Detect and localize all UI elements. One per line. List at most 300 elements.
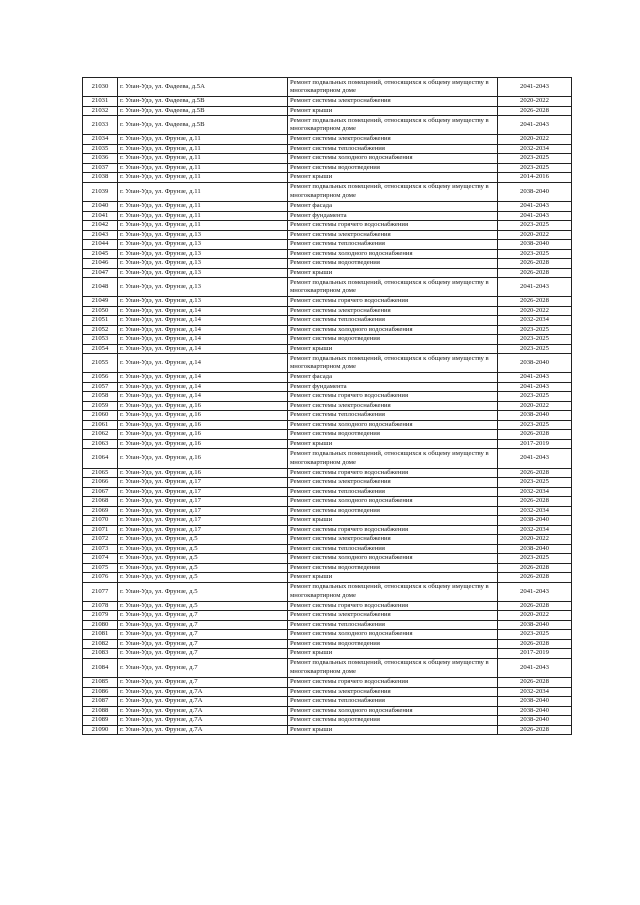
period-cell: 2023-2025 (498, 630, 572, 640)
table-row (83, 611, 572, 621)
table-row (83, 535, 572, 545)
table-row (83, 297, 572, 307)
period-cell: 2023-2025 (498, 325, 572, 335)
row-number: 21080 (83, 620, 118, 630)
work-type-cell: Ремонт системы электроснабжения (288, 535, 498, 545)
row-number: 21049 (83, 297, 118, 307)
work-type-cell: Ремонт крыши (288, 106, 498, 116)
address-cell: г. Улан-Удэ, ул. Фрунзе, д.13 (118, 259, 288, 269)
table-row (83, 420, 572, 430)
address-cell: г. Улан-Удэ, ул. Фрунзе, д.11 (118, 202, 288, 212)
address-cell: г. Улан-Удэ, ул. Фрунзе, д.14 (118, 306, 288, 316)
address-cell: г. Улан-Удэ, ул. Фрунзе, д.11 (118, 182, 288, 201)
work-type-cell: Ремонт фундамента (288, 382, 498, 392)
table-row (83, 697, 572, 707)
address-cell: г. Улан-Удэ, ул. Фрунзе, д.7 (118, 611, 288, 621)
work-type-cell: Ремонт системы теплоснабжения (288, 240, 498, 250)
table-row (83, 639, 572, 649)
work-type-cell: Ремонт подвальных помещений, относящихся к общему имуществу в многоквартирном доме (288, 78, 498, 97)
period-cell: 2023-2025 (498, 163, 572, 173)
work-type-cell: Ремонт крыши (288, 725, 498, 735)
period-cell: 2026-2028 (498, 725, 572, 735)
work-type-cell: Ремонт системы электроснабжения (288, 478, 498, 488)
table-row (83, 582, 572, 601)
work-type-cell: Ремонт крыши (288, 268, 498, 278)
work-type-cell: Ремонт системы теплоснабжения (288, 620, 498, 630)
table-row (83, 706, 572, 716)
row-number: 21039 (83, 182, 118, 201)
work-type-cell: Ремонт крыши (288, 344, 498, 354)
work-type-cell: Ремонт фасада (288, 202, 498, 212)
address-cell: г. Улан-Удэ, ул. Фрунзе, д.7А (118, 687, 288, 697)
table-row (83, 401, 572, 411)
row-number: 21056 (83, 373, 118, 383)
address-cell: г. Улан-Удэ, ул. Фрунзе, д.14 (118, 392, 288, 402)
address-cell: г. Улан-Удэ, ул. Фрунзе, д.17 (118, 478, 288, 488)
address-cell: г. Улан-Удэ, ул. Фрунзе, д.16 (118, 439, 288, 449)
period-cell: 2041-2043 (498, 582, 572, 601)
period-cell: 2041-2043 (498, 78, 572, 97)
table-row (83, 658, 572, 677)
period-cell: 2020-2022 (498, 535, 572, 545)
period-cell: 2038-2040 (498, 716, 572, 726)
row-number: 21058 (83, 392, 118, 402)
table-row (83, 554, 572, 564)
work-type-cell: Ремонт системы электроснабжения (288, 306, 498, 316)
table-row (83, 240, 572, 250)
work-type-cell: Ремонт системы электроснабжения (288, 611, 498, 621)
row-number: 21087 (83, 697, 118, 707)
row-number: 21052 (83, 325, 118, 335)
address-cell: г. Улан-Удэ, ул. Фрунзе, д.13 (118, 249, 288, 259)
row-number: 21053 (83, 335, 118, 345)
table-row (83, 544, 572, 554)
period-cell: 2020-2022 (498, 306, 572, 316)
row-number: 21078 (83, 601, 118, 611)
row-number: 21085 (83, 678, 118, 688)
work-type-cell: Ремонт системы электроснабжения (288, 687, 498, 697)
work-type-cell: Ремонт подвальных помещений, относящихся к общему имуществу в многоквартирном доме (288, 182, 498, 201)
work-type-cell: Ремонт системы водоотведения (288, 716, 498, 726)
work-type-cell: Ремонт системы горячего водоснабжения (288, 392, 498, 402)
row-number: 21071 (83, 525, 118, 535)
work-type-cell: Ремонт подвальных помещений, относящихся к общему имуществу в многоквартирном доме (288, 278, 498, 297)
address-cell: г. Улан-Удэ, ул. Фрунзе, д.11 (118, 135, 288, 145)
row-number: 21069 (83, 506, 118, 516)
table-row (83, 182, 572, 201)
table-row (83, 563, 572, 573)
table-row (83, 325, 572, 335)
address-cell: г. Улан-Удэ, ул. Фрунзе, д.7А (118, 706, 288, 716)
address-cell: г. Улан-Удэ, ул. Фрунзе, д.7 (118, 678, 288, 688)
period-cell: 2026-2028 (498, 259, 572, 269)
address-cell: г. Улан-Удэ, ул. Фрунзе, д.17 (118, 516, 288, 526)
table-row (83, 106, 572, 116)
table-row (83, 78, 572, 97)
table-row (83, 154, 572, 164)
period-cell: 2026-2028 (498, 563, 572, 573)
period-cell: 2041-2043 (498, 211, 572, 221)
work-type-cell: Ремонт подвальных помещений, относящихся к общему имуществу в многоквартирном доме (288, 449, 498, 468)
address-cell: г. Улан-Удэ, ул. Фрунзе, д.11 (118, 173, 288, 183)
work-type-cell: Ремонт системы холодного водоснабжения (288, 706, 498, 716)
period-cell: 2026-2028 (498, 601, 572, 611)
table-row (83, 716, 572, 726)
row-number: 21051 (83, 316, 118, 326)
address-cell: г. Улан-Удэ, ул. Фрунзе, д.7 (118, 658, 288, 677)
work-type-cell: Ремонт подвальных помещений, относящихся к общему имуществу в многоквартирном доме (288, 658, 498, 677)
address-cell: г. Улан-Удэ, ул. Фрунзе, д.5 (118, 582, 288, 601)
row-number: 21057 (83, 382, 118, 392)
row-number: 21048 (83, 278, 118, 297)
row-number: 21075 (83, 563, 118, 573)
address-cell: г. Улан-Удэ, ул. Фрунзе, д.7 (118, 620, 288, 630)
period-cell: 2041-2043 (498, 449, 572, 468)
row-number: 21041 (83, 211, 118, 221)
work-type-cell: Ремонт системы водоотведения (288, 506, 498, 516)
table-row (83, 430, 572, 440)
table-row (83, 497, 572, 507)
document-page (82, 77, 571, 735)
work-type-cell: Ремонт подвальных помещений, относящихся к общему имуществу в многоквартирном доме (288, 582, 498, 601)
row-number: 21038 (83, 173, 118, 183)
period-cell: 2041-2043 (498, 202, 572, 212)
address-cell: г. Улан-Удэ, ул. Фрунзе, д.11 (118, 154, 288, 164)
work-type-cell: Ремонт крыши (288, 649, 498, 659)
period-cell: 2020-2022 (498, 230, 572, 240)
row-number: 21061 (83, 420, 118, 430)
work-type-cell: Ремонт системы водоотведения (288, 563, 498, 573)
work-type-cell: Ремонт системы теплоснабжения (288, 487, 498, 497)
address-cell: г. Улан-Удэ, ул. Фрунзе, д.17 (118, 487, 288, 497)
table-row (83, 725, 572, 735)
period-cell: 2026-2028 (498, 573, 572, 583)
address-cell: г. Улан-Удэ, ул. Фрунзе, д.11 (118, 163, 288, 173)
period-cell: 2032-2034 (498, 687, 572, 697)
work-type-cell: Ремонт крыши (288, 516, 498, 526)
table-row (83, 649, 572, 659)
table-row (83, 468, 572, 478)
row-number: 21065 (83, 468, 118, 478)
row-number: 21050 (83, 306, 118, 316)
period-cell: 2026-2028 (498, 639, 572, 649)
row-number: 21059 (83, 401, 118, 411)
table-row (83, 306, 572, 316)
table-row (83, 687, 572, 697)
period-cell: 2038-2040 (498, 544, 572, 554)
row-number: 21037 (83, 163, 118, 173)
period-cell: 2038-2040 (498, 354, 572, 373)
work-type-cell: Ремонт системы водоотведения (288, 335, 498, 345)
work-type-cell: Ремонт фасада (288, 373, 498, 383)
table-row (83, 344, 572, 354)
row-number: 21079 (83, 611, 118, 621)
work-type-cell: Ремонт системы холодного водоснабжения (288, 630, 498, 640)
period-cell: 2020-2022 (498, 135, 572, 145)
work-type-cell: Ремонт системы теплоснабжения (288, 697, 498, 707)
work-type-cell: Ремонт крыши (288, 439, 498, 449)
work-type-cell: Ремонт фундамента (288, 211, 498, 221)
period-cell: 2023-2025 (498, 554, 572, 564)
period-cell: 2014-2016 (498, 173, 572, 183)
period-cell: 2026-2028 (498, 497, 572, 507)
table-row (83, 173, 572, 183)
address-cell: г. Улан-Удэ, ул. Фрунзе, д.14 (118, 335, 288, 345)
work-type-cell: Ремонт системы холодного водоснабжения (288, 249, 498, 259)
period-cell: 2032-2034 (498, 144, 572, 154)
row-number: 21077 (83, 582, 118, 601)
row-number: 21084 (83, 658, 118, 677)
address-cell: г. Улан-Удэ, ул. Фрунзе, д.7А (118, 725, 288, 735)
table-row (83, 335, 572, 345)
period-cell: 2023-2025 (498, 335, 572, 345)
address-cell: г. Улан-Удэ, ул. Фрунзе, д.7А (118, 716, 288, 726)
period-cell: 2032-2034 (498, 506, 572, 516)
period-cell: 2038-2040 (498, 516, 572, 526)
period-cell: 2038-2040 (498, 620, 572, 630)
work-type-cell: Ремонт крыши (288, 173, 498, 183)
table-row (83, 392, 572, 402)
address-cell: г. Улан-Удэ, ул. Фрунзе, д.5 (118, 563, 288, 573)
row-number: 21073 (83, 544, 118, 554)
table-row (83, 478, 572, 488)
table-row (83, 601, 572, 611)
table-row (83, 144, 572, 154)
table-row (83, 259, 572, 269)
work-type-cell: Ремонт системы водоотведения (288, 639, 498, 649)
work-type-cell: Ремонт системы электроснабжения (288, 401, 498, 411)
period-cell: 2032-2034 (498, 487, 572, 497)
address-cell: г. Улан-Удэ, ул. Фрунзе, д.16 (118, 449, 288, 468)
row-number: 21089 (83, 716, 118, 726)
table-row (83, 135, 572, 145)
row-number: 21034 (83, 135, 118, 145)
period-cell: 2020-2022 (498, 401, 572, 411)
work-type-cell: Ремонт системы холодного водоснабжения (288, 497, 498, 507)
table-row (83, 230, 572, 240)
row-number: 21047 (83, 268, 118, 278)
work-type-cell: Ремонт подвальных помещений, относящихся к общему имуществу в многоквартирном доме (288, 116, 498, 135)
table-row (83, 221, 572, 231)
row-number: 21068 (83, 497, 118, 507)
table-row (83, 525, 572, 535)
row-number: 21040 (83, 202, 118, 212)
address-cell: г. Улан-Удэ, ул. Фрунзе, д.16 (118, 401, 288, 411)
table-row (83, 316, 572, 326)
address-cell: г. Улан-Удэ, ул. Фрунзе, д.16 (118, 430, 288, 440)
period-cell: 2032-2034 (498, 316, 572, 326)
period-cell: 2026-2028 (498, 268, 572, 278)
table-row (83, 211, 572, 221)
row-number: 21032 (83, 106, 118, 116)
table-row (83, 116, 572, 135)
table-row (83, 202, 572, 212)
row-number: 21060 (83, 411, 118, 421)
period-cell: 2026-2028 (498, 468, 572, 478)
work-type-cell: Ремонт системы холодного водоснабжения (288, 325, 498, 335)
row-number: 21030 (83, 78, 118, 97)
period-cell: 2026-2028 (498, 106, 572, 116)
period-cell: 2038-2040 (498, 697, 572, 707)
period-cell: 2026-2028 (498, 430, 572, 440)
address-cell: г. Улан-Удэ, ул. Фадеева, д.5В (118, 97, 288, 107)
work-type-cell: Ремонт системы холодного водоснабжения (288, 420, 498, 430)
period-cell: 2023-2025 (498, 344, 572, 354)
row-number: 21081 (83, 630, 118, 640)
table-row (83, 163, 572, 173)
address-cell: г. Улан-Удэ, ул. Фрунзе, д.5 (118, 573, 288, 583)
work-type-cell: Ремонт системы теплоснабжения (288, 144, 498, 154)
row-number: 21031 (83, 97, 118, 107)
row-number: 21035 (83, 144, 118, 154)
row-number: 21042 (83, 221, 118, 231)
table-row (83, 97, 572, 107)
period-cell: 2038-2040 (498, 706, 572, 716)
period-cell: 2041-2043 (498, 658, 572, 677)
table-row (83, 487, 572, 497)
row-number: 21090 (83, 725, 118, 735)
repair-schedule-body (83, 78, 572, 735)
address-cell: г. Улан-Удэ, ул. Фрунзе, д.5 (118, 601, 288, 611)
period-cell: 2023-2025 (498, 221, 572, 231)
address-cell: г. Улан-Удэ, ул. Фрунзе, д.17 (118, 497, 288, 507)
address-cell: г. Улан-Удэ, ул. Фрунзе, д.5 (118, 544, 288, 554)
work-type-cell: Ремонт системы горячего водоснабжения (288, 678, 498, 688)
table-row (83, 449, 572, 468)
table-row (83, 506, 572, 516)
period-cell: 2026-2028 (498, 678, 572, 688)
row-number: 21083 (83, 649, 118, 659)
row-number: 21074 (83, 554, 118, 564)
address-cell: г. Улан-Удэ, ул. Фрунзе, д.11 (118, 221, 288, 231)
row-number: 21055 (83, 354, 118, 373)
address-cell: г. Улан-Удэ, ул. Фрунзе, д.17 (118, 525, 288, 535)
table-row (83, 573, 572, 583)
address-cell: г. Улан-Удэ, ул. Фрунзе, д.13 (118, 240, 288, 250)
row-number: 21067 (83, 487, 118, 497)
period-cell: 2020-2022 (498, 97, 572, 107)
row-number: 21062 (83, 430, 118, 440)
period-cell: 2041-2043 (498, 116, 572, 135)
work-type-cell: Ремонт системы холодного водоснабжения (288, 154, 498, 164)
table-row (83, 354, 572, 373)
period-cell: 2038-2040 (498, 182, 572, 201)
address-cell: г. Улан-Удэ, ул. Фрунзе, д.14 (118, 344, 288, 354)
row-number: 21043 (83, 230, 118, 240)
row-number: 21063 (83, 439, 118, 449)
row-number: 21046 (83, 259, 118, 269)
address-cell: г. Улан-Удэ, ул. Фрунзе, д.14 (118, 325, 288, 335)
table-row (83, 278, 572, 297)
address-cell: г. Улан-Удэ, ул. Фрунзе, д.13 (118, 278, 288, 297)
row-number: 21088 (83, 706, 118, 716)
table-row (83, 439, 572, 449)
address-cell: г. Улан-Удэ, ул. Фрунзе, д.14 (118, 382, 288, 392)
address-cell: г. Улан-Удэ, ул. Фрунзе, д.7 (118, 649, 288, 659)
table-row (83, 382, 572, 392)
address-cell: г. Улан-Удэ, ул. Фрунзе, д.16 (118, 420, 288, 430)
address-cell: г. Улан-Удэ, ул. Фрунзе, д.14 (118, 373, 288, 383)
address-cell: г. Улан-Удэ, ул. Фрунзе, д.5 (118, 554, 288, 564)
row-number: 21072 (83, 535, 118, 545)
period-cell: 2041-2043 (498, 373, 572, 383)
work-type-cell: Ремонт системы теплоснабжения (288, 316, 498, 326)
table-row (83, 268, 572, 278)
address-cell: г. Улан-Удэ, ул. Фадеева, д.5А (118, 78, 288, 97)
period-cell: 2023-2025 (498, 154, 572, 164)
work-type-cell: Ремонт системы теплоснабжения (288, 411, 498, 421)
work-type-cell: Ремонт системы водоотведения (288, 430, 498, 440)
row-number: 21033 (83, 116, 118, 135)
period-cell: 2032-2034 (498, 525, 572, 535)
period-cell: 2023-2025 (498, 420, 572, 430)
work-type-cell: Ремонт системы электроснабжения (288, 135, 498, 145)
table-row (83, 630, 572, 640)
address-cell: г. Улан-Удэ, ул. Фрунзе, д.5 (118, 535, 288, 545)
repair-schedule-table (82, 77, 572, 735)
table-row (83, 678, 572, 688)
address-cell: г. Улан-Удэ, ул. Фрунзе, д.17 (118, 506, 288, 516)
period-cell: 2017-2019 (498, 649, 572, 659)
work-type-cell: Ремонт системы водоотведения (288, 163, 498, 173)
period-cell: 2038-2040 (498, 411, 572, 421)
work-type-cell: Ремонт подвальных помещений, относящихся к общему имуществу в многоквартирном доме (288, 354, 498, 373)
row-number: 21054 (83, 344, 118, 354)
table-row (83, 620, 572, 630)
row-number: 21045 (83, 249, 118, 259)
period-cell: 2023-2025 (498, 478, 572, 488)
period-cell: 2041-2043 (498, 278, 572, 297)
row-number: 21036 (83, 154, 118, 164)
row-number: 21070 (83, 516, 118, 526)
address-cell: г. Улан-Удэ, ул. Фрунзе, д.13 (118, 268, 288, 278)
row-number: 21066 (83, 478, 118, 488)
address-cell: г. Улан-Удэ, ул. Фрунзе, д.11 (118, 144, 288, 154)
address-cell: г. Улан-Удэ, ул. Фадеева, д.5В (118, 106, 288, 116)
address-cell: г. Улан-Удэ, ул. Фрунзе, д.14 (118, 354, 288, 373)
work-type-cell: Ремонт системы горячего водоснабжения (288, 297, 498, 307)
row-number: 21086 (83, 687, 118, 697)
address-cell: г. Улан-Удэ, ул. Фрунзе, д.16 (118, 411, 288, 421)
row-number: 21044 (83, 240, 118, 250)
period-cell: 2026-2028 (498, 297, 572, 307)
period-cell: 2017-2019 (498, 439, 572, 449)
address-cell: г. Улан-Удэ, ул. Фадеева, д.5В (118, 116, 288, 135)
address-cell: г. Улан-Удэ, ул. Фрунзе, д.11 (118, 211, 288, 221)
address-cell: г. Улан-Удэ, ул. Фрунзе, д.7 (118, 639, 288, 649)
period-cell: 2038-2040 (498, 240, 572, 250)
work-type-cell: Ремонт системы электроснабжения (288, 97, 498, 107)
row-number: 21076 (83, 573, 118, 583)
row-number: 21064 (83, 449, 118, 468)
address-cell: г. Улан-Удэ, ул. Фрунзе, д.16 (118, 468, 288, 478)
work-type-cell: Ремонт системы электроснабжения (288, 230, 498, 240)
period-cell: 2023-2025 (498, 392, 572, 402)
work-type-cell: Ремонт системы горячего водоснабжения (288, 468, 498, 478)
period-cell: 2041-2043 (498, 382, 572, 392)
work-type-cell: Ремонт крыши (288, 573, 498, 583)
work-type-cell: Ремонт системы теплоснабжения (288, 544, 498, 554)
period-cell: 2023-2025 (498, 249, 572, 259)
address-cell: г. Улан-Удэ, ул. Фрунзе, д.7А (118, 697, 288, 707)
table-row (83, 411, 572, 421)
address-cell: г. Улан-Удэ, ул. Фрунзе, д.7 (118, 630, 288, 640)
work-type-cell: Ремонт системы холодного водоснабжения (288, 554, 498, 564)
table-row (83, 249, 572, 259)
period-cell: 2020-2022 (498, 611, 572, 621)
work-type-cell: Ремонт системы горячего водоснабжения (288, 601, 498, 611)
work-type-cell: Ремонт системы водоотведения (288, 259, 498, 269)
